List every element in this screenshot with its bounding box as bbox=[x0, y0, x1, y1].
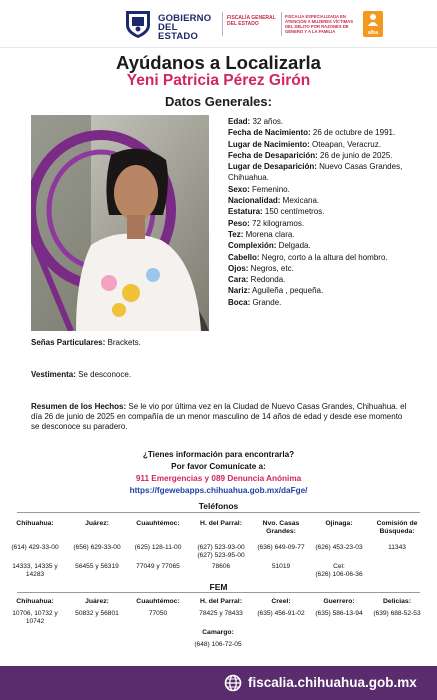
detail-row bbox=[228, 139, 433, 150]
report-link[interactable]: https://fgewebapps.chihuahua.gob.mx/daFge/ bbox=[129, 486, 308, 495]
phone-extension: 78606 bbox=[211, 563, 231, 570]
phone-number: 50832 y 56801 bbox=[75, 610, 119, 617]
detail-row bbox=[228, 116, 433, 127]
phone-number: 78425 y 78433 bbox=[199, 610, 243, 617]
detail-row bbox=[228, 285, 433, 296]
detail-label: Lugar de Desaparición: bbox=[228, 162, 317, 172]
fiscalia-logo-text: FISCALÍA GENERAL DEL ESTADO bbox=[227, 15, 276, 27]
alba-label: alba bbox=[367, 30, 378, 36]
phone-city: H. del Parral: bbox=[200, 598, 242, 605]
state-shield-logo-icon bbox=[124, 9, 152, 39]
fem-phone-column bbox=[190, 598, 252, 618]
fem-phone-column bbox=[128, 598, 188, 618]
datos-generales-heading: Datos Generales: bbox=[165, 94, 272, 109]
contact-comunicate: Por favor Comunícate a: bbox=[171, 462, 266, 471]
gobierno-logo-text: GOBIERNO DEL ESTADO bbox=[158, 13, 212, 42]
phone-extension: 14333, 14335 y 14283 bbox=[12, 563, 58, 578]
phone-city: Chihuahua: bbox=[16, 520, 54, 527]
phone-number: (614) 429-33-00 bbox=[11, 544, 59, 551]
detail-label: Peso: bbox=[228, 218, 250, 228]
detail-value: Morena clara. bbox=[243, 229, 295, 239]
phone-number: (648) 106-72-05 bbox=[194, 641, 242, 648]
detail-value: 26 de junio de 2025. bbox=[317, 150, 393, 160]
detail-value: 150 centímetros. bbox=[262, 207, 325, 217]
detail-label: Complexión: bbox=[228, 241, 277, 251]
detail-row bbox=[228, 161, 433, 184]
phone-column bbox=[6, 520, 64, 578]
phone-number: (639) 688-52-53 bbox=[373, 610, 421, 617]
detail-row bbox=[228, 252, 433, 263]
detail-row bbox=[228, 218, 433, 229]
phone-column bbox=[368, 520, 426, 578]
senas-label: Señas Particulares: bbox=[31, 338, 106, 347]
vestimenta bbox=[31, 370, 411, 380]
detail-value: Delgada. bbox=[276, 241, 311, 251]
phone-number: 11343 bbox=[388, 544, 406, 551]
phone-city: Cuauhtémoc: bbox=[136, 598, 180, 605]
phone-number: (635) 456-91-02 bbox=[257, 610, 305, 617]
phone-city: Cuauhtémoc: bbox=[136, 520, 180, 527]
phone-city: Juárez: bbox=[85, 598, 109, 605]
phone-extension: 56455 y 56319 bbox=[75, 563, 119, 570]
telefonos-divider bbox=[17, 512, 420, 513]
detail-label: Fecha de Nacimiento: bbox=[228, 128, 311, 138]
detail-value: Negros, etc. bbox=[248, 263, 294, 273]
phone-number: (626) 453-23-03 bbox=[315, 544, 363, 551]
detail-label: Estatura: bbox=[228, 207, 263, 217]
person-name: Yeni Patricia Pérez Girón bbox=[126, 72, 311, 89]
phone-number: (636) 649-09-77 bbox=[257, 544, 305, 551]
detail-value: Mexicana. bbox=[280, 196, 320, 206]
detail-value: Redonda. bbox=[248, 275, 286, 285]
phone-column bbox=[66, 520, 128, 578]
phone-city: Camargo: bbox=[202, 629, 234, 636]
detail-row bbox=[228, 240, 433, 251]
phone-city: Chihuahua: bbox=[16, 598, 54, 605]
detail-label: Sexo: bbox=[228, 184, 250, 194]
vestimenta-label: Vestimenta: bbox=[31, 370, 76, 379]
phone-column bbox=[190, 520, 252, 578]
contact-question: ¿Tienes información para encontrarla? bbox=[142, 450, 295, 459]
phone-column bbox=[310, 520, 368, 578]
header-divider bbox=[222, 12, 223, 36]
phone-number: (627) 523-93-00 (627) 523-95-00 bbox=[197, 544, 245, 559]
detail-row bbox=[228, 297, 433, 308]
detail-value: Aguileña , pequeña. bbox=[250, 286, 324, 296]
detail-label: Boca: bbox=[228, 297, 251, 307]
page-title: Ayúdanos a Localizarla bbox=[116, 52, 321, 73]
detail-value: Grande. bbox=[250, 297, 282, 307]
detail-label: Ojos: bbox=[228, 263, 249, 273]
senas-value: Brackets. bbox=[105, 338, 141, 347]
fiscalia-especializada-text: FISCALÍA ESPECIALIZADA EN ATENCIÓN A MUJERES VÍCTIMAS DEL DELITO POR RAZONES DE GÉNERO Y A LA FAMILIA bbox=[285, 14, 354, 34]
phone-number: (656) 629-33-00 bbox=[73, 544, 121, 551]
detail-row bbox=[228, 274, 433, 285]
missing-person-photo bbox=[31, 115, 209, 331]
phone-city: Creel: bbox=[271, 598, 291, 605]
detail-value: 32 años. bbox=[250, 117, 284, 126]
fem-phone-column bbox=[310, 598, 368, 618]
phone-number: (625) 128-11-00 bbox=[134, 544, 182, 551]
detail-row bbox=[228, 127, 433, 138]
footer-banner bbox=[0, 666, 437, 700]
vestimenta-value: Se desconoce. bbox=[75, 370, 132, 379]
detail-value: 72 kilogramos. bbox=[249, 218, 305, 228]
details-list bbox=[228, 116, 433, 308]
header-divider bbox=[281, 12, 282, 36]
phone-city: Delicias: bbox=[383, 598, 411, 605]
detail-row bbox=[228, 263, 433, 274]
phone-city: Nvo. Casas Grandes: bbox=[262, 520, 300, 535]
fem-phone-column bbox=[6, 598, 64, 626]
header-banner bbox=[0, 0, 437, 48]
alba-logo bbox=[363, 11, 383, 37]
fem-phone-column bbox=[368, 598, 426, 618]
detail-value: Negro, corto a la altura del hombro. bbox=[259, 252, 388, 262]
footer-url[interactable]: fiscalia.chihuahua.gob.mx bbox=[248, 675, 417, 690]
resumen-label: Resumen de los Hechos: bbox=[31, 402, 127, 411]
fem-phone-column bbox=[253, 598, 309, 618]
senas-particulares bbox=[31, 338, 411, 348]
fem-heading: FEM bbox=[209, 582, 228, 592]
detail-row bbox=[228, 195, 433, 206]
resumen-value: Se le vio por última vez en la Ciudad de Nuevo Casas Grandes, Chihuahua. el día 26 de junio de 2025 en compañía de un menor masculino de 14 años de edad y desde ese momento se desconoce su paradero. bbox=[31, 402, 407, 431]
phone-extension: 51019 bbox=[271, 563, 291, 570]
phone-extension: 77049 y 77065 bbox=[136, 563, 180, 570]
fem-phone-column bbox=[66, 598, 128, 618]
alba-figure-icon bbox=[363, 11, 383, 27]
detail-label: Fecha de Desaparición: bbox=[228, 150, 318, 160]
phone-number: 77050 bbox=[148, 610, 168, 617]
phone-column bbox=[128, 520, 188, 578]
detail-label: Cabello: bbox=[228, 252, 260, 262]
detail-row bbox=[228, 184, 433, 195]
phone-city: Comisión de Búsqueda: bbox=[376, 520, 418, 535]
phone-city: Guerrero: bbox=[323, 598, 355, 605]
detail-row bbox=[228, 229, 433, 240]
phone-number: 10706, 10732 y 10742 bbox=[12, 610, 58, 625]
telefonos-heading: Teléfonos bbox=[198, 501, 239, 511]
phone-city: H. del Parral: bbox=[200, 520, 242, 527]
detail-value: Oteapan, Veracruz. bbox=[309, 139, 381, 149]
phone-city: Ojinaga: bbox=[325, 520, 353, 527]
detail-value: 26 de octubre de 1991. bbox=[310, 128, 396, 138]
detail-label: Cara: bbox=[228, 275, 249, 285]
phone-number: (635) 586-13-94 bbox=[315, 610, 363, 617]
detail-label: Edad: bbox=[228, 117, 251, 126]
phone-extension: Cel: (626) 106-06-36 bbox=[315, 563, 363, 578]
detail-row bbox=[228, 206, 433, 217]
detail-value: Femenino. bbox=[249, 184, 290, 194]
resumen-hechos bbox=[31, 402, 411, 432]
detail-label: Nacionalidad: bbox=[228, 196, 281, 206]
detail-label: Nariz: bbox=[228, 286, 251, 296]
phone-column bbox=[253, 520, 309, 578]
detail-label: Tez: bbox=[228, 229, 244, 239]
globe-icon bbox=[224, 674, 242, 692]
fem-divider bbox=[17, 592, 420, 593]
detail-row bbox=[228, 150, 433, 161]
phone-city: Juárez: bbox=[85, 520, 109, 527]
phone-camargo bbox=[180, 629, 256, 649]
emergency-numbers: 911 Emergencias y 089 Denuncia Anónima bbox=[135, 474, 302, 483]
detail-value: Nuevo Casas Grandes, Chihuahua. bbox=[228, 162, 403, 183]
detail-label: Lugar de Nacimiento: bbox=[228, 139, 310, 149]
